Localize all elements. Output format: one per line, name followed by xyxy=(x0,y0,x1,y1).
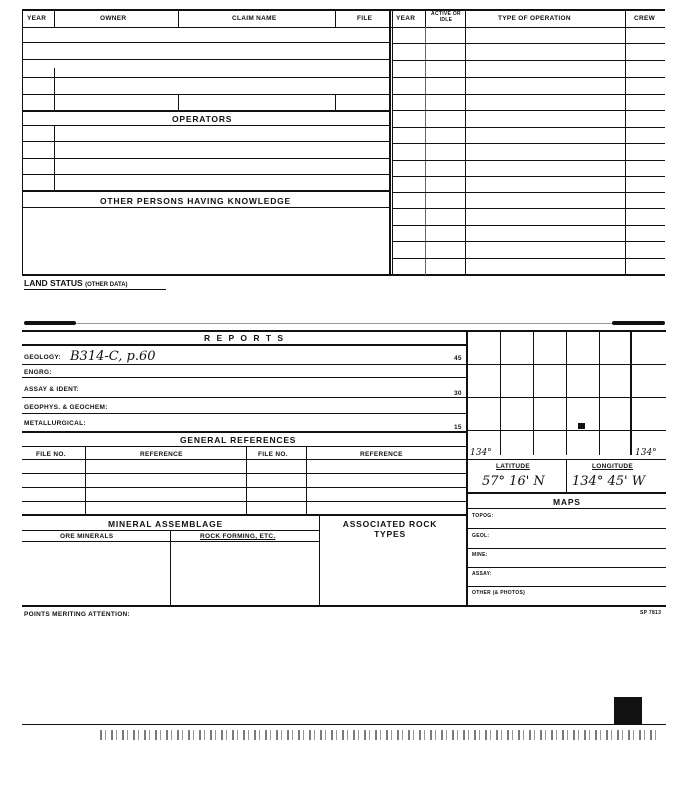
header-year-2: YEAR xyxy=(396,15,416,22)
report-row-engrg: ENGRG: xyxy=(24,369,52,376)
latitude-label: LATITUDE xyxy=(496,463,531,470)
header-type-of-operation: TYPE OF OPERATION xyxy=(498,15,571,22)
latitude-value: 57° 16' N xyxy=(482,474,545,489)
land-status-sub: (OTHER DATA) xyxy=(85,282,128,288)
header-file: FILE xyxy=(357,15,373,22)
scan-noise-band xyxy=(100,730,660,740)
lon-edge-label: 134° xyxy=(635,448,657,458)
header-crew: CREW xyxy=(634,15,656,22)
maps-other: OTHER (& PHOTOS) xyxy=(472,590,526,596)
other-persons-title: OTHER PERSONS HAVING KNOWLEDGE xyxy=(100,196,292,206)
associated-rock-types: ASSOCIATED ROCK TYPES xyxy=(342,519,438,539)
header-active-or-idle: ACTIVE OR IDLE xyxy=(431,11,461,23)
maps-mine: MINE: xyxy=(472,552,488,558)
geology-value: B314-C, p.60 xyxy=(70,349,156,364)
location-marker xyxy=(578,423,585,429)
header-claim-name: CLAIM NAME xyxy=(232,15,277,22)
maps-assay: ASSAY: xyxy=(472,571,492,577)
form-number: SP 7813 xyxy=(640,610,662,616)
report-row-assay: ASSAY & IDENT: xyxy=(24,386,80,393)
longitude-value: 134° 45' W xyxy=(572,474,646,489)
ink-smudge-right xyxy=(612,321,665,325)
scan-artifact-block xyxy=(614,697,642,724)
operators-title: OPERATORS xyxy=(172,114,233,124)
mineral-assemblage-title: MINERAL ASSEMBLAGE xyxy=(108,519,223,529)
lat-edge-label: 134° xyxy=(470,448,492,458)
report-row-geophys: GEOPHYS. & GEOCHEM: xyxy=(24,404,108,411)
ink-smudge-left xyxy=(24,321,76,325)
points-meriting-attention: POINTS MERITING ATTENTION: xyxy=(24,611,131,618)
header-year: YEAR xyxy=(27,15,47,22)
general-references-title: GENERAL REFERENCES xyxy=(180,435,297,445)
header-owner: OWNER xyxy=(100,15,127,22)
land-status-label: LAND STATUS xyxy=(24,278,83,288)
maps-topog: TOPOG: xyxy=(472,513,494,519)
maps-geol: GEOL: xyxy=(472,533,490,539)
reports-title: R E P O R T S xyxy=(203,333,286,343)
report-row-metallurgical: METALLURGICAL: xyxy=(24,420,86,427)
rock-forming-header: ROCK FORMING, ETC. xyxy=(200,533,276,540)
ore-minerals-header: ORE MINERALS xyxy=(60,533,114,540)
maps-title: MAPS xyxy=(553,497,581,507)
longitude-label: LONGITUDE xyxy=(592,463,633,470)
land-status xyxy=(24,278,128,288)
